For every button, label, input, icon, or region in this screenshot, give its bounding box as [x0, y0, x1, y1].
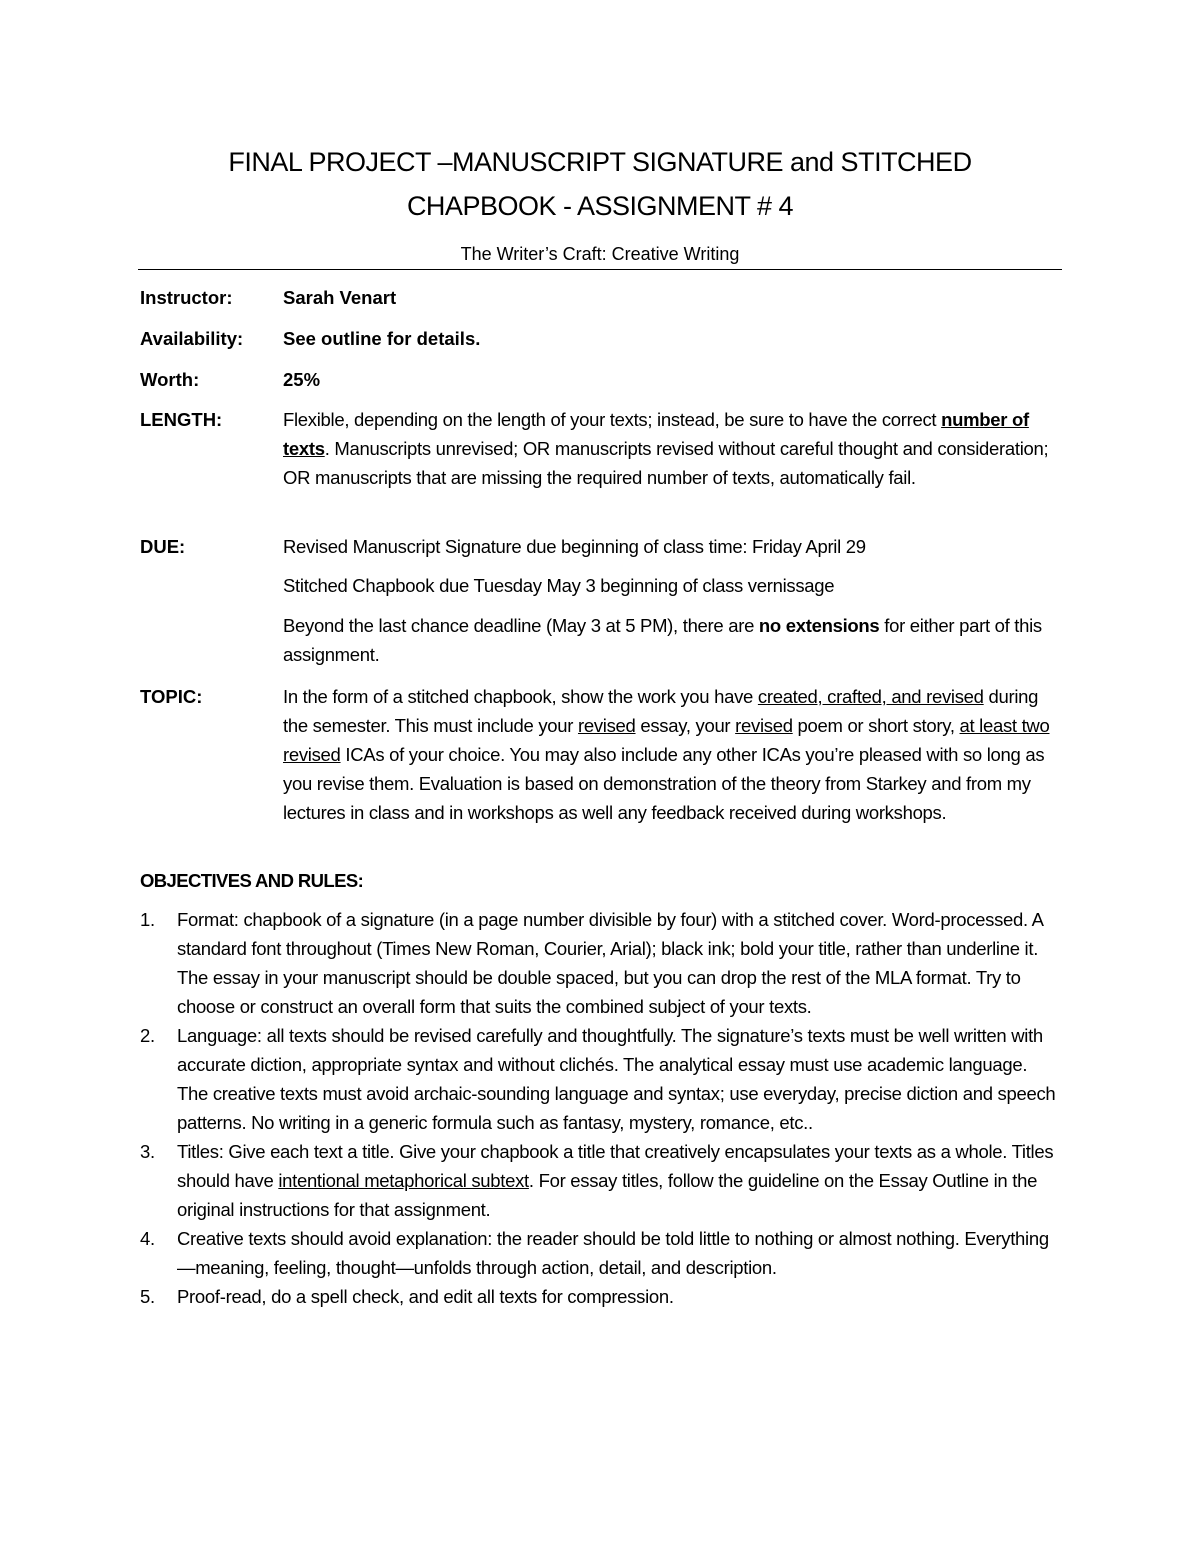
list-item-text: Proof-read, do a spell check, and edit all texts for compression. [177, 1286, 674, 1307]
due-line-3-text-b: for either part of this assignment. [283, 615, 1042, 665]
list-item-number: 2. [140, 1025, 155, 1046]
header-divider [138, 269, 1062, 270]
topic-text-f: ICAs of your choice. You may also include any other ICAs you’re pleased with so long as you revise them. Evaluation is based on demonstration of the theory from Starkey and from my lectures in class and in workshops as well any feedback received during workshops. [283, 744, 1045, 823]
instructor-label: Instructor: [140, 287, 233, 308]
list-item-number: 4. [140, 1228, 155, 1249]
availability-label: Availability: [140, 328, 244, 349]
topic-underline-4: at least two [959, 715, 1050, 736]
length-label: LENGTH: [140, 409, 223, 430]
document-title [138, 140, 1062, 228]
length-emphasis: number of texts [283, 409, 1029, 459]
topic-label: TOPIC: [140, 686, 203, 707]
due-line-3 [283, 611, 1061, 669]
list-item-number: 5. [140, 1286, 155, 1307]
topic-text-b: during the semester. This must include your [283, 686, 1039, 736]
topic-underline-5: revised [283, 744, 341, 765]
due-details [283, 532, 1061, 669]
due-line-3-emphasis: no extensions [758, 615, 880, 636]
instructor-value: Sarah Venart [283, 287, 397, 308]
title-line-1: FINAL PROJECT –MANUSCRIPT SIGNATURE and STITCHED [228, 147, 972, 177]
list-item [140, 1224, 1062, 1282]
topic-underline-2: revised [577, 715, 636, 736]
course-subtitle: The Writer’s Craft: Creative Writing [460, 244, 740, 264]
topic-underline-3: revised [735, 715, 793, 736]
availability-value: See outline for details. [283, 328, 481, 349]
worth-value: 25% [283, 369, 321, 390]
list-item [140, 1137, 1062, 1224]
list-item-text: Creative texts should avoid explanation: the reader should be told little to nothing or almost nothing. Everything—meaning, feeling, thought—unfolds through action, detail, and description. [177, 1228, 1049, 1278]
list-item [140, 1021, 1062, 1137]
length-text-2: . Manuscripts unrevised; OR manuscripts revised without careful thought and consideration; OR manuscripts that are missing the required number of texts, automatically fail. [283, 438, 1049, 488]
list-item [140, 905, 1062, 1021]
topic-text-a: In the form of a stitched chapbook, show the work you have [283, 686, 758, 707]
list-item-underlined: intentional metaphorical subtext [278, 1170, 529, 1191]
due-label: DUE: [140, 536, 186, 557]
worth-label: Worth: [140, 369, 200, 390]
list-item-text-a: Titles: Give each text a title. Give your chapbook a title that creatively encapsulates your texts as a whole. Titles should have [177, 1141, 1054, 1191]
due-line-2: Stitched Chapbook due Tuesday May 3 beginning of class vernissage [283, 575, 835, 596]
objectives-list [140, 905, 1062, 1311]
topic-description [283, 682, 1061, 827]
list-item-number: 3. [140, 1141, 155, 1162]
due-line-3-text-a: Beyond the last chance deadline (May 3 at 5 PM), there are [283, 615, 759, 636]
objectives-heading: OBJECTIVES AND RULES: [140, 870, 364, 891]
list-item-text-b: . For essay titles, follow the guideline on the Essay Outline in the original instructions for that assignment. [177, 1170, 1038, 1220]
list-item [140, 1282, 1062, 1311]
topic-text-c: essay, your [635, 715, 736, 736]
due-line-1: Revised Manuscript Signature due beginning of class time: Friday April 29 [283, 536, 866, 557]
title-line-2: CHAPBOOK - ASSIGNMENT # 4 [406, 191, 794, 221]
length-description [283, 405, 1061, 492]
list-item-text: Language: all texts should be revised carefully and thoughtfully. The signature’s texts must be well written with accurate diction, appropriate syntax and without clichés. The analytical essay must use academic language. The creative texts must avoid archaic-sounding language and syntax; use everyday, precise diction and speech patterns. No writing in a generic formula such as fantasy, mystery, romance, etc.. [177, 1025, 1056, 1133]
list-item-number: 1. [140, 909, 155, 930]
length-text-1: Flexible, depending on the length of your texts; instead, be sure to have the correct [283, 409, 942, 430]
topic-underline-1: created, crafted, and revised [757, 686, 984, 707]
topic-text-d: poem or short story, [792, 715, 960, 736]
list-item-text: Format: chapbook of a signature (in a page number divisible by four) with a stitched cover. Word-processed. A standard font throughout (Times New Roman, Courier, Arial); black ink; bold your title, rather than underline it. The essay in your manuscript should be double spaced, but you can drop the rest of the MLA format. Try to choose or construct an overall form that suits the combined subject of your texts. [177, 909, 1043, 1017]
